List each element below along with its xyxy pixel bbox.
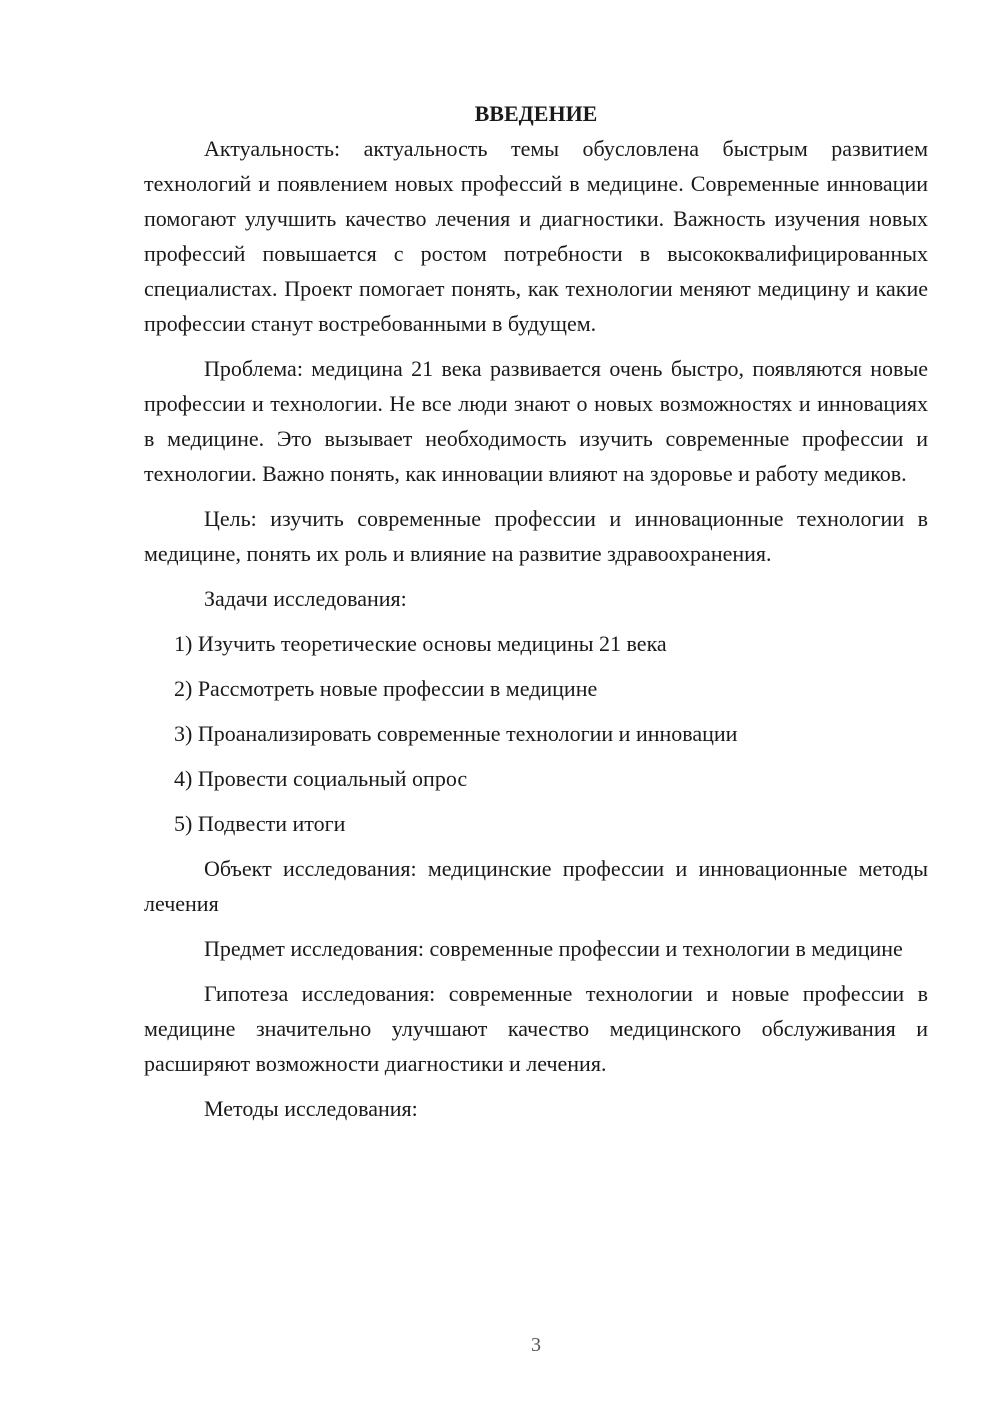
- paragraph-hypothesis: Гипотеза исследования: современные технологии и новые профессии в медицине значительно улучшают качество медицинского обслуживания и расширяют возможности диагностики и лечения.: [144, 981, 928, 1076]
- paragraph-methods: Методы исследования:: [204, 1096, 418, 1121]
- paragraph-subject: Предмет исследования: современные профессии и технологии в медицине: [204, 936, 903, 961]
- page-content: [144, 96, 928, 1126]
- task-item: 5) Подвести итоги: [174, 811, 346, 836]
- paragraph-problem: Проблема: медицина 21 века развивается очень быстро, появляются новые профессии и технологии. Не все люди знают о новых возможностях и инновациях в медицине. Это вызывает необходимость изучить современные профессии и технологии. Важно понять, как инновации влияют на здоровье и работу медиков.: [144, 356, 928, 486]
- task-item: 2) Рассмотреть новые профессии в медицине: [174, 676, 598, 701]
- paragraph-object: Объект исследования: медицинские профессии и инновационные методы лечения: [144, 856, 928, 916]
- paragraph-tasks-heading: Задачи исследования:: [204, 586, 407, 611]
- page-number: 3: [531, 1334, 541, 1356]
- paragraph-goal: Цель: изучить современные профессии и инновационные технологии в медицине, понять их роль и влияние на развитие здравоохранения.: [144, 506, 928, 566]
- tasks-list: [144, 626, 928, 841]
- task-item: 4) Провести социальный опрос: [174, 766, 468, 791]
- section-title: ВВЕДЕНИЕ: [474, 101, 598, 126]
- task-item: 1) Изучить теоретические основы медицины 21 века: [174, 631, 667, 656]
- task-item: 3) Проанализировать современные технологии и инновации: [174, 721, 738, 746]
- paragraph-relevance: Актуальность: актуальность темы обусловлена быстрым развитием технологий и появлением новых профессий в медицине. Современные инновации помогают улучшить качество лечения и диагностики. Важность изучения новых профессий повышается с ростом потребности в высококвалифицированных специалистах. Проект помогает понять, как технологии меняют медицину и какие профессии станут востребованными в будущем.: [144, 136, 928, 336]
